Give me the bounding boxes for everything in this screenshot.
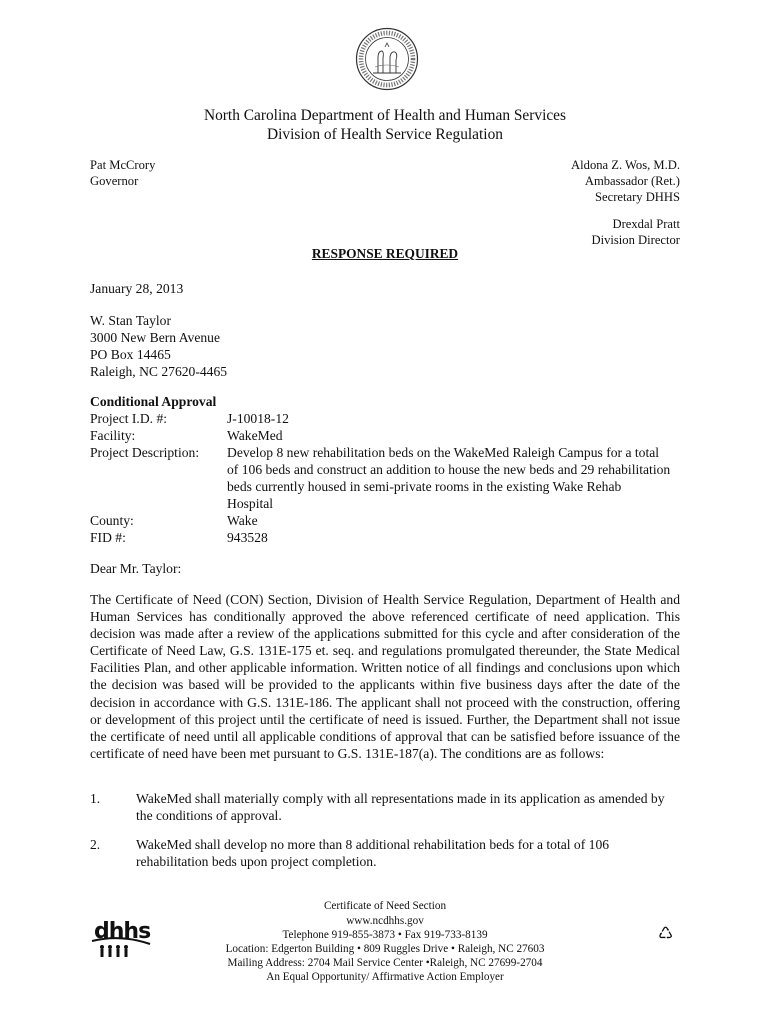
secretary-title-1: Ambassador (Ret.): [584, 174, 680, 188]
fid-value: 943528: [227, 530, 268, 545]
footer-phone: Telephone 919-855-3873 • Fax 919-733-8139: [282, 929, 488, 941]
governor-name: Pat McCrory: [90, 158, 156, 172]
division-name: Division of Health Service Regulation: [267, 126, 503, 143]
facility-label: Facility:: [90, 428, 136, 443]
salutation: Dear Mr. Taylor:: [90, 561, 182, 576]
facility-value: WakeMed: [227, 428, 283, 443]
recipient-name: W. Stan Taylor: [90, 313, 171, 328]
recipient-street: 3000 New Bern Avenue: [90, 330, 220, 345]
project-id-value: J-10018-12: [227, 411, 289, 426]
footer-mailing: Mailing Address: 2704 Mail Service Center •Raleigh, NC 27699-2704: [227, 957, 543, 969]
response-required-title: RESPONSE REQUIRED: [311, 246, 459, 261]
nc-state-seal-icon: [355, 27, 419, 91]
director-title: Division Director: [591, 233, 680, 247]
secretary-title-2: Secretary DHHS: [595, 190, 680, 204]
project-id-label: Project I.D. #:: [90, 411, 168, 426]
recycle-icon: ♺: [658, 924, 674, 943]
county-value: Wake: [227, 513, 258, 528]
condition-number: 2.: [90, 837, 101, 852]
approval-heading: Conditional Approval: [90, 394, 217, 409]
governor-title: Governor: [90, 174, 139, 188]
condition-number: 1.: [90, 791, 101, 806]
description-line: Develop 8 new rehabilitation beds on the WakeMed Raleigh Campus for a total: [227, 445, 660, 460]
department-name: North Carolina Department of Health and Human Services: [204, 107, 566, 124]
description-line: of 106 beds and construct an addition to house the new beds and 29 rehabilitation: [227, 462, 671, 477]
recipient-po-box: PO Box 14465: [90, 347, 171, 362]
description-label: Project Description:: [90, 445, 200, 460]
condition-text: WakeMed shall develop no more than 8 additional rehabilitation beds for a total of 106 rehabilitation beds upon project completion.: [136, 837, 610, 870]
director-name: Drexdal Pratt: [612, 217, 680, 231]
recipient-city: Raleigh, NC 27620-4465: [90, 364, 228, 379]
description-line: beds currently housed in semi-private rooms in the existing Wake Rehab: [227, 479, 622, 494]
description-line: Hospital: [227, 496, 274, 511]
footer-location: Location: Edgerton Building • 809 Ruggles Drive • Raleigh, NC 27603: [225, 943, 545, 955]
footer-website: www.ncdhhs.gov: [346, 915, 424, 927]
condition-text: WakeMed shall materially comply with all representations made in its application as amended by the conditions of approval.: [136, 791, 665, 824]
body-paragraph: The Certificate of Need (CON) Section, Division of Health Service Regulation, Department of Health and Human Services has conditionally approved the above referenced certificate of need application. This decision was made after a review of the applications submitted for this cycle and after consideration of the Certificate of Need Law, G.S. 131E-175 et. seq. and regulations promulgated thereunder, the State Medical Facilities Plan, and other applicable information. Written notice of all findings and conclusions upon which the decision was based will be provided to the applicants within five business days after the date of the decision in accordance with G.S. 131E-186. The applicant shall not proceed with the construction, offering or development of this project until the certificate of need is issued. Further, the Department shall not issue the certificate of need until all applicable conditions of approval that can be satisfied before issuance of the certificate of need have been met pursuant to G.S. 131E-187(a). The conditions are as follows:: [90, 592, 680, 761]
secretary-name: Aldona Z. Wos, M.D.: [571, 158, 680, 172]
letter-date: January 28, 2013: [90, 281, 184, 296]
svg-text:dhhs: dhhs: [94, 919, 151, 944]
footer-eeo: An Equal Opportunity/ Affirmative Action Employer: [266, 971, 504, 983]
county-label: County:: [90, 513, 134, 528]
footer-heading: Certificate of Need Section: [323, 900, 447, 912]
fid-label: FID #:: [90, 530, 126, 545]
